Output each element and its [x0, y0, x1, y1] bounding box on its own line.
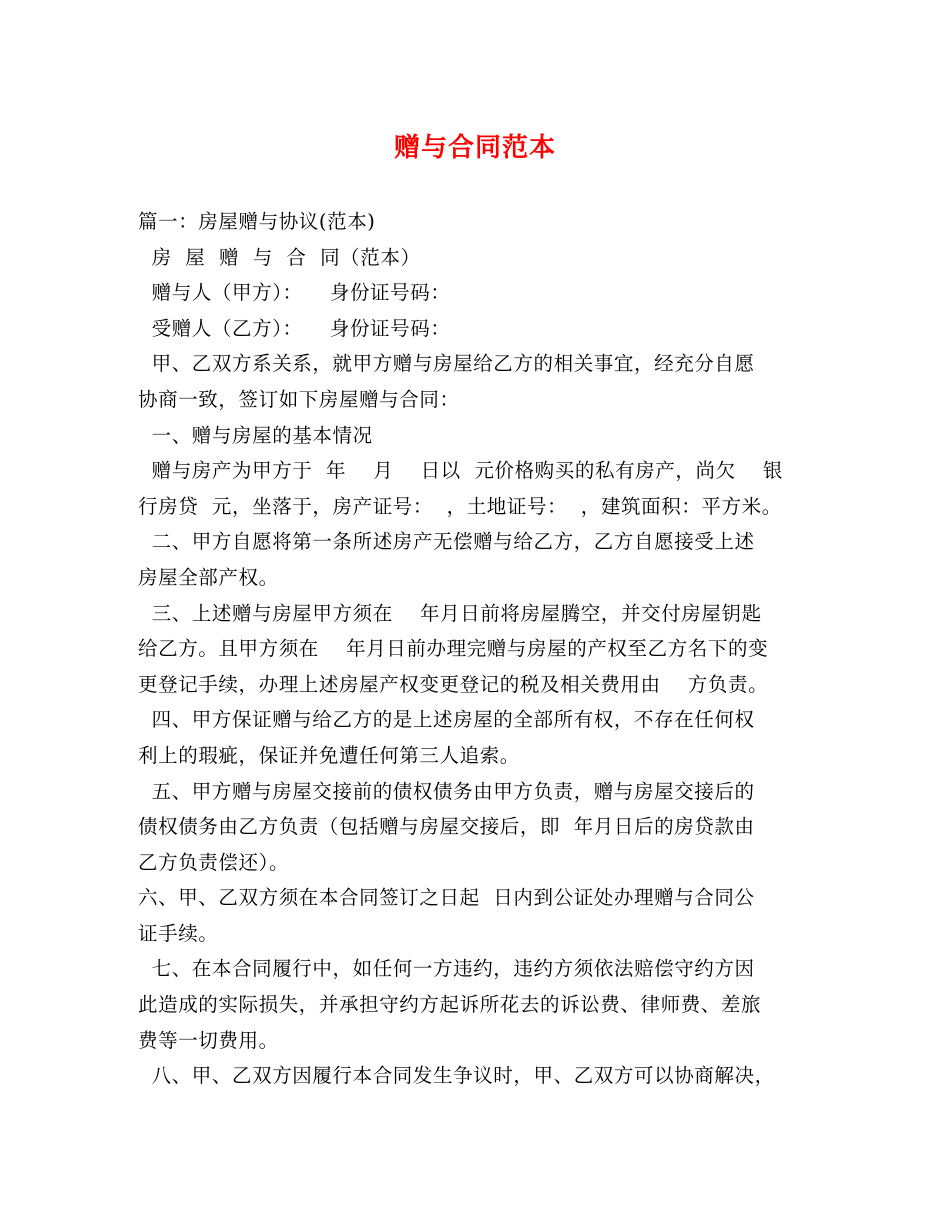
body-line: 受赠人（乙方）： 身份证号码：	[138, 316, 451, 340]
body-line: 赠与人（甲方）： 身份证号码：	[138, 281, 451, 305]
body-line: 赠与房产为甲方于 年 月 日以 元价格购买的私有房产，尚欠 银	[138, 459, 783, 483]
body-line: 协商一致，签订如下房屋赠与合同：	[138, 387, 460, 411]
body-line: 债权债务由乙方负责（包括赠与房屋交接后，即 年月日后的房贷款由	[138, 815, 755, 839]
body-line: 给乙方。且甲方须在 年月日前办理完赠与房屋的产权至乙方名下的变	[138, 637, 769, 661]
document-body	[138, 204, 818, 1094]
body-line: 乙方负责偿还）。	[138, 850, 290, 874]
body-line: 甲、乙双方系关系，就甲方赠与房屋给乙方的相关事宜，经充分自愿	[138, 352, 755, 376]
document-title: 赠与合同范本	[393, 133, 556, 163]
body-line: 房屋全部产权。	[138, 565, 279, 589]
body-line: 此造成的实际损失，并承担守约方起诉所花去的诉讼费、律师费、差旅	[138, 993, 762, 1017]
body-line: 利上的瑕疵，保证并免遭任何第三人追索。	[138, 743, 520, 767]
body-line: 五、甲方赠与房屋交接前的债权债务由甲方负责，赠与房屋交接后的	[138, 779, 755, 803]
body-line: 房 屋 赠 与 合 同（范本）	[138, 245, 421, 269]
body-line: 行房贷 元，坐落于，房产证号： ，土地证号： ，建筑面积：平方米。	[138, 494, 782, 518]
body-line: 更登记手续，办理上述房屋产权变更登记的税及相关费用由 方负责。	[138, 672, 769, 696]
body-line: 二、甲方自愿将第一条所述房产无偿赠与给乙方，乙方自愿接受上述	[138, 530, 755, 554]
body-line: 三、上述赠与房屋甲方须在 年月日前将房屋腾空，并交付房屋钥匙	[138, 601, 762, 625]
body-line: 一、赠与房屋的基本情况	[138, 423, 373, 447]
body-line: 证手续。	[138, 921, 219, 945]
body-line: 四、甲方保证赠与给乙方的是上述房屋的全部所有权，不存在任何权	[138, 708, 755, 732]
body-line: 篇一：房屋赠与协议(范本)	[138, 210, 376, 233]
body-line: 八、甲、乙双方因履行本合同发生争议时，甲、乙双方可以协商解决，	[138, 1064, 775, 1088]
body-line: 六、甲、乙双方须在本合同签订之日起 日内到公证处办理赠与合同公	[138, 886, 755, 910]
body-line: 七、在本合同履行中，如任何一方违约，违约方须依法赔偿守约方因	[138, 957, 755, 981]
body-line: 费等一切费用。	[138, 1028, 279, 1052]
